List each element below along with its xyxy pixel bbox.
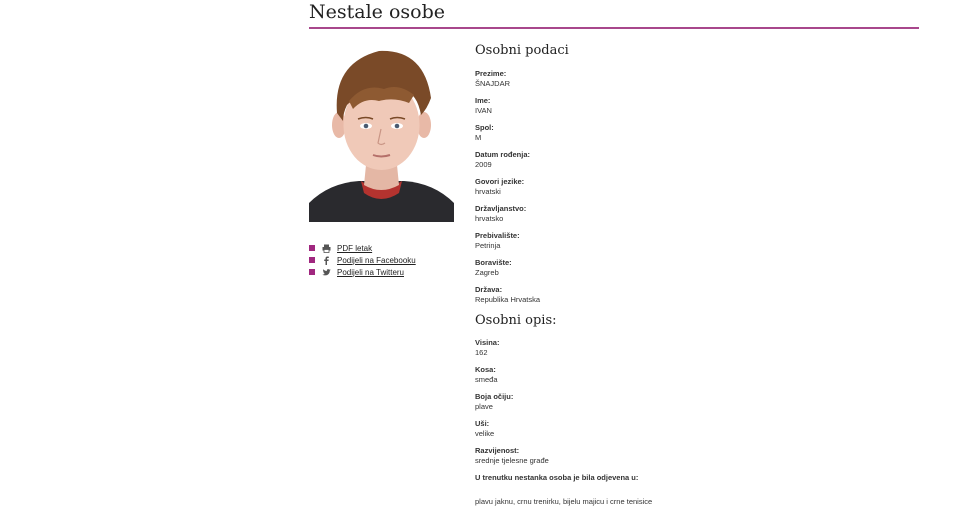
field-label: Boja očiju: xyxy=(475,392,514,401)
description-heading: Osobni opis: xyxy=(475,313,557,328)
field-value: hrvatsko xyxy=(475,214,504,223)
field-label: Prezime: xyxy=(475,69,507,78)
field-label: Državljanstvo: xyxy=(475,204,527,213)
bullet-marker xyxy=(309,257,315,263)
facebook-icon xyxy=(322,256,331,265)
field-value: Republika Hrvatska xyxy=(475,295,541,304)
twitter-link-item xyxy=(309,266,416,278)
field-value: hrvatski xyxy=(475,187,501,196)
printer-icon xyxy=(322,244,331,253)
title-divider xyxy=(309,27,919,29)
field-value: M xyxy=(475,133,482,142)
personal-data-heading: Osobni podaci xyxy=(475,43,569,58)
pdf-flyer-link[interactable]: PDF letak xyxy=(337,243,373,253)
field-country xyxy=(475,285,915,305)
field-label: Datum rođenja: xyxy=(475,150,531,159)
field-label: Uši: xyxy=(475,419,490,428)
field-stay xyxy=(475,258,915,278)
field-label: Prebivalište: xyxy=(475,231,520,240)
field-label: Razvijenost: xyxy=(475,446,520,455)
person-details xyxy=(475,42,915,507)
field-value: 2009 xyxy=(475,160,492,169)
field-value: srednje tjelesne građe xyxy=(475,456,549,465)
field-height xyxy=(475,338,915,358)
person-photo xyxy=(309,43,454,222)
clothing-label: U trenutku nestanka osoba je bila odjevena u: xyxy=(475,473,639,482)
field-value: smeđa xyxy=(475,375,498,384)
share-links xyxy=(309,242,416,278)
field-value: ŠNAJDAR xyxy=(475,79,511,88)
twitter-icon xyxy=(322,268,331,277)
field-languages xyxy=(475,177,915,197)
field-label: Govori jezike: xyxy=(475,177,525,186)
field-value: 162 xyxy=(475,348,488,357)
field-first-name xyxy=(475,96,915,116)
field-value: Petrinja xyxy=(475,241,501,250)
field-label: Spol: xyxy=(475,123,494,132)
field-label: Visina: xyxy=(475,338,500,347)
bullet-marker xyxy=(309,245,315,251)
facebook-link-item xyxy=(309,254,416,266)
field-value: Zagreb xyxy=(475,268,499,277)
share-facebook-link[interactable]: Podijeli na Facebooku xyxy=(337,255,416,265)
field-surname xyxy=(475,69,915,89)
field-residence xyxy=(475,231,915,251)
field-value: IVAN xyxy=(475,106,492,115)
field-value: velike xyxy=(475,429,495,438)
field-birth-date xyxy=(475,150,915,170)
field-eye-color xyxy=(475,392,915,412)
field-label: Država: xyxy=(475,285,503,294)
field-hair xyxy=(475,365,915,385)
field-label: Boravište: xyxy=(475,258,512,267)
field-citizenship xyxy=(475,204,915,224)
field-sex xyxy=(475,123,915,143)
field-ears xyxy=(475,419,915,439)
field-value: plave xyxy=(475,402,493,411)
field-label: Ime: xyxy=(475,96,491,105)
field-label: Kosa: xyxy=(475,365,496,374)
pdf-link-item xyxy=(309,242,416,254)
field-build xyxy=(475,446,915,466)
clothing-value: plavu jaknu, crnu trenirku, bijelu majicu i crne tenisice xyxy=(475,497,653,506)
bullet-marker xyxy=(309,269,315,275)
share-twitter-link[interactable]: Podijeli na Twitteru xyxy=(337,267,404,277)
page-title: Nestale osobe xyxy=(309,1,445,23)
